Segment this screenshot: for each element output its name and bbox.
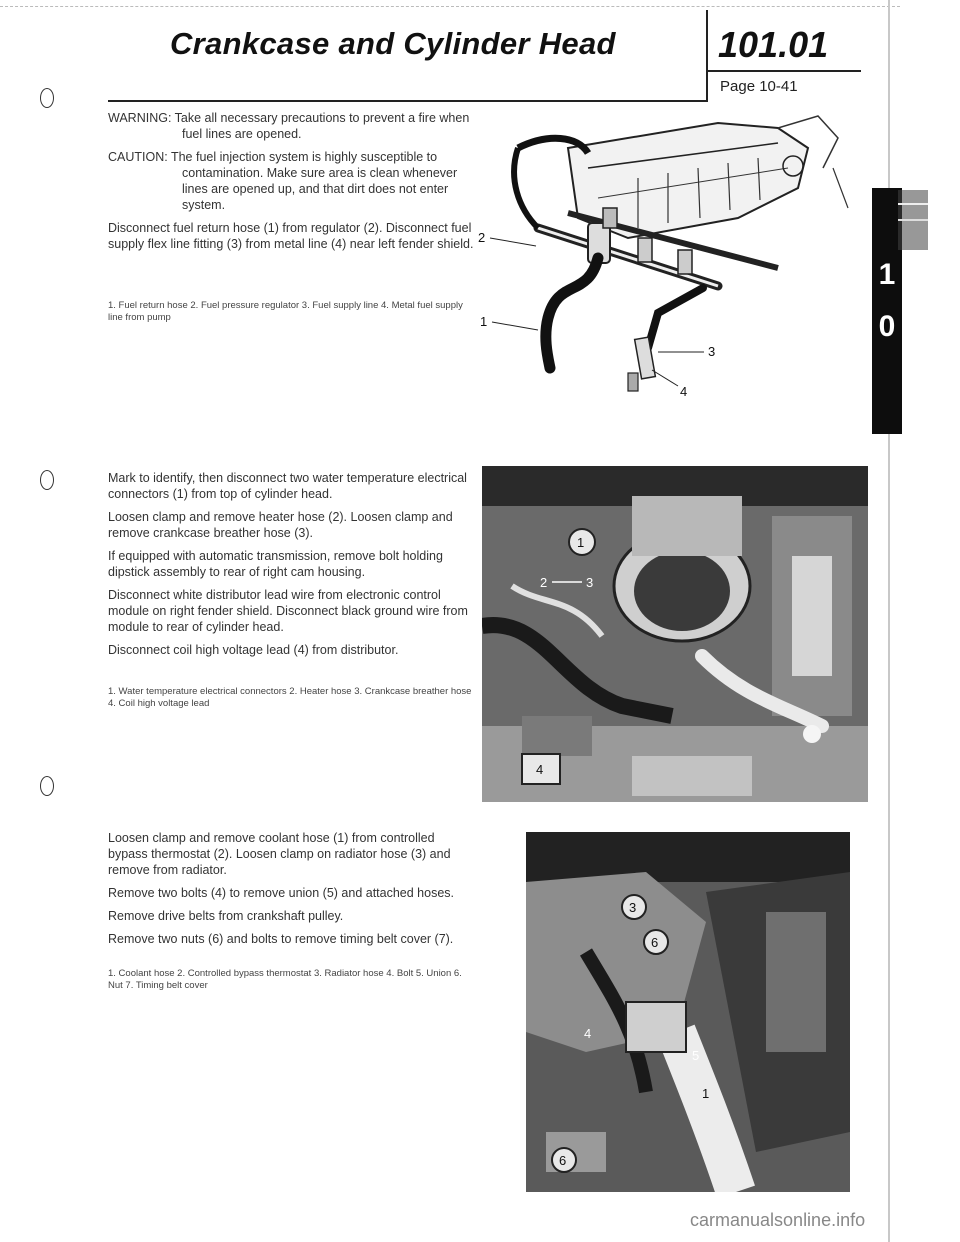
callout-label: 1 bbox=[577, 535, 585, 550]
header-rule bbox=[108, 100, 708, 102]
fuel-section-text bbox=[108, 110, 474, 259]
instruction-paragraph: Loosen clamp and remove heater hose (2). Loosen clamp and remove crankcase breather hose (3). bbox=[108, 510, 453, 540]
instruction-paragraph: Disconnect white distributor lead wire from electronic control module on right fender shield. Disconnect black ground wire from module to rear of cylinder head. bbox=[108, 588, 468, 634]
callout-label: 6 bbox=[651, 935, 659, 950]
tab-noise-marks bbox=[896, 190, 936, 260]
watermark-text: carmanualsonline.info bbox=[690, 1210, 866, 1230]
header-divider bbox=[706, 10, 708, 70]
coolant-section-text bbox=[108, 830, 474, 954]
fuel-figure-caption: 1. Fuel return hose 2. Fuel pressure regulator 3. Fuel supply line 4. Metal fuel supply line from pump bbox=[108, 300, 463, 323]
engine-section-text bbox=[108, 470, 474, 665]
callout-label: 1 bbox=[480, 314, 488, 329]
callout-label: 3 bbox=[708, 344, 716, 359]
callout-label: 2 bbox=[540, 575, 548, 590]
top-scan-border bbox=[0, 6, 900, 8]
instruction-paragraph: Remove two nuts (6) and bolts to remove timing belt cover (7). bbox=[108, 932, 454, 946]
instruction-paragraph: Mark to identify, then disconnect two water temperature electrical connectors (1) from top of cylinder head. bbox=[108, 471, 467, 501]
instruction-paragraph: Loosen clamp and remove coolant hose (1) from controlled bypass thermostat (2). Loosen clamp on radiator hose (3) and remove from radiator. bbox=[108, 831, 451, 877]
instruction-paragraph: If equipped with automatic transmission, remove bolt holding dipstick assembly to rear of right cam housing. bbox=[108, 549, 443, 579]
callout-label: 6 bbox=[559, 1153, 567, 1168]
engine-photo bbox=[482, 466, 868, 802]
callout-label: 5 bbox=[692, 1048, 700, 1063]
instruction-paragraph: Remove drive belts from crankshaft pulley. bbox=[108, 909, 344, 923]
caution-text: CAUTION: The fuel injection system is highly susceptible to contamination. Make sure area is clean whenever lines are opened up, and that dirt does not enter system. bbox=[108, 150, 458, 212]
callout-label: 3 bbox=[586, 575, 594, 590]
binder-hole-icon bbox=[40, 88, 54, 108]
warning-text: WARNING: Take all necessary precautions to prevent a fire when fuel lines are opened. bbox=[108, 111, 470, 141]
binder-hole-icon bbox=[40, 776, 54, 796]
chapter-tab-digit: 1 bbox=[878, 258, 896, 291]
fuel-line-illustration bbox=[478, 108, 868, 408]
chapter-tab-digit: 0 bbox=[878, 310, 896, 343]
callout-label: 3 bbox=[629, 900, 637, 915]
coolant-photo bbox=[526, 832, 850, 1192]
callout-label: 4 bbox=[680, 384, 688, 399]
instruction-paragraph: Disconnect coil high voltage lead (4) from distributor. bbox=[108, 643, 399, 657]
instruction-paragraph: Remove two bolts (4) to remove union (5) and attached hoses. bbox=[108, 886, 455, 900]
section-number: 101.01 bbox=[718, 24, 829, 65]
callout-label: 2 bbox=[478, 230, 486, 245]
callout-label: 4 bbox=[536, 762, 544, 777]
callout-label: 4 bbox=[584, 1026, 592, 1041]
page-edge-line bbox=[888, 0, 890, 1242]
binder-hole-icon bbox=[40, 470, 54, 490]
page-number: Page 10-41 bbox=[706, 70, 861, 100]
fuel-instruction-text: Disconnect fuel return hose (1) from regulator (2). Disconnect fuel supply flex line fitting (3) from metal line (4) near left fender shield. bbox=[108, 221, 474, 251]
coolant-figure-caption: 1. Coolant hose 2. Controlled bypass thermostat 3. Radiator hose 4. Bolt 5. Union 6. Nut 7. Timing belt cover bbox=[108, 968, 462, 991]
page-title: Crankcase and Cylinder Head bbox=[170, 26, 616, 61]
engine-figure-caption: 1. Water temperature electrical connectors 2. Heater hose 3. Crankcase breather hose 4. Coil high voltage lead bbox=[108, 686, 472, 709]
callout-label: 1 bbox=[702, 1086, 710, 1101]
